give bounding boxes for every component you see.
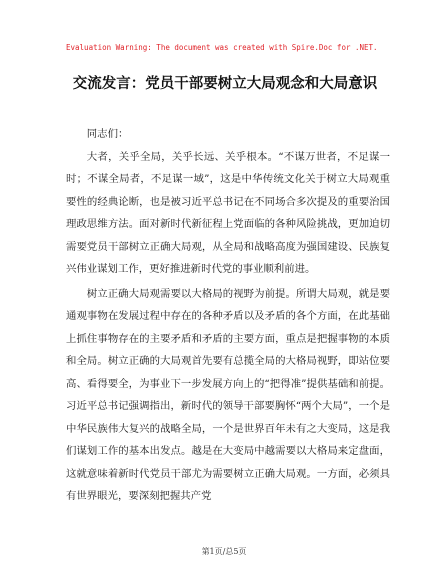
paragraph-2: 树立正确大局观需要以大格局的视野为前提。所谓大局观，就是要通观事物在发展过程中存在的各种矛盾以及矛盾的各个方面，在此基础上抓住事物存在的主要矛盾和矛盾的主要方面，重点是把握事物的本质和全局。树立正确的大局观首先要有总揽全局的大格局视野，即站位要高、看得要全，为事业下一步发展方向上的“把得准”提供基础和前提。习近平总书记强调指出，新时代的领导干部要胸怀“两个大局”，一个是中华民族伟大复兴的战略全局，一个是世界百年未有之大变局，这是我们谋划工作的基本出发点。越是在大变局中越需要以大格局来定盘面，这就意味着新时代党员干部尤为需要树立正确大局观。一方面，必须具有世界眼光，要深刻把握共产党: [66, 287, 390, 502]
evaluation-warning: Evaluation Warning: The document was created with Spire.Doc for .NET.: [66, 43, 378, 52]
paragraph-1: 大者，关乎全局，关乎长远、关乎根本。“不谋万世者，不足谋一时；不谋全局者，不足谋一域”，这是中华传统文化关于树立大局观重要性的经典论断，也是被习近平总书记在不同场合多次提及的重要治国理政思维方法。面对新时代新征程上党面临的各种风险挑战，更加迫切需要党员干部树立正确大局观，从全局和战略高度为强国建设、民族复兴伟业谋划工作，更好推进新时代党的事业顺利前进。: [66, 150, 390, 275]
document-body: [66, 123, 390, 510]
document-title: 交流发言：党员干部要树立大局观念和大局意识: [72, 76, 378, 92]
greeting: 同志们：: [86, 128, 129, 140]
page-footer: 第1页/总5页: [201, 547, 247, 556]
